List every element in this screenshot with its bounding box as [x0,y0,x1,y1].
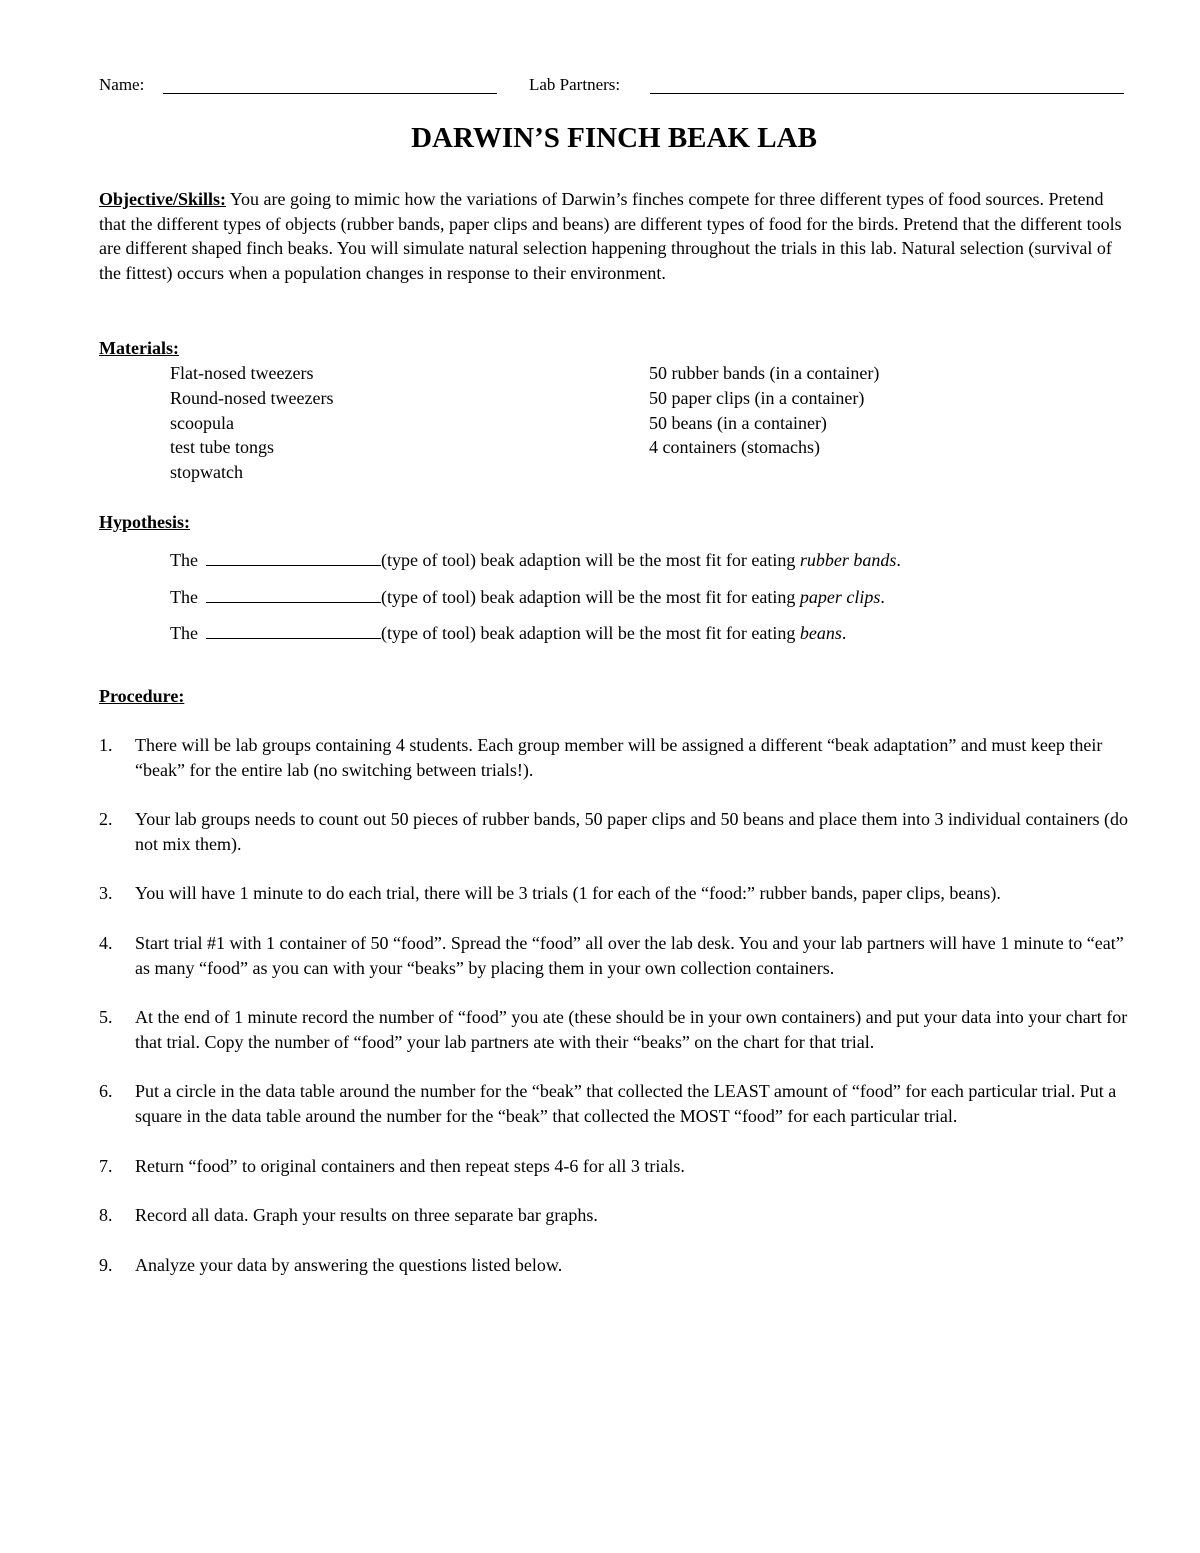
objective-paragraph [99,187,1129,285]
materials-heading: Materials: [99,338,179,358]
procedure-step [99,881,1129,906]
hypothesis-text: (type of tool) beak adaption will be the most fit for eating [380,587,800,607]
procedure-step [99,733,1129,782]
material-item: Round-nosed tweezers [170,387,334,408]
header-line [99,72,1129,98]
procedure-steps [99,733,1129,1277]
step-number: 4. [99,932,113,953]
step-number: 8. [99,1205,113,1226]
hypothesis-line [170,584,1130,609]
hypothesis-prefix: The [170,587,198,607]
hypothesis-blank-line[interactable] [206,620,381,639]
name-blank-line[interactable] [163,93,497,94]
step-number: 2. [99,809,113,830]
hypothesis-heading: Hypothesis: [99,512,191,532]
hypothesis-prefix: The [170,550,198,570]
step-number: 1. [99,735,113,755]
hypothesis-blank-line[interactable] [206,547,381,566]
materials-list-left [170,361,570,485]
material-item: stopwatch [170,462,243,483]
procedure-step [99,931,1129,980]
hypothesis-end: . [896,550,901,570]
name-label: Name: [99,75,145,94]
procedure-step [99,807,1129,856]
procedure-step [99,1253,1129,1278]
material-item: scoopula [170,412,234,433]
material-item: 4 containers (stomachs) [649,437,820,458]
hypothesis-text: (type of tool) beak adaption will be the most fit for eating [380,550,800,570]
step-text: There will be lab groups containing 4 students. Each group member will be assigned a different “beak adaptation” and must keep their “beak” for the entire lab (no switching between trials!). [135,735,1103,780]
step-text: Put a circle in the data table around the number for the “beak” that collected the LEAST amount of “food” for each particular trial. Put a square in the data table around the number for the “beak” that collected the MOST “food” for each particular trial. [135,1081,1117,1126]
step-text: At the end of 1 minute record the number of “food” you ate (these should be in your own containers) and put your data into your chart for that trial. Copy the number of “food” your lab partners ate with their “beaks” on the chart for that trial. [135,1007,1128,1052]
hypothesis-food: beans [799,623,842,643]
procedure-heading: Procedure: [99,686,185,706]
hypothesis-end: . [841,623,847,643]
hypothesis-blank-line[interactable] [206,584,381,603]
lab-partners-label: Lab Partners: [529,75,621,94]
procedure-step [99,1154,1129,1179]
materials-list-right [649,361,1049,460]
procedure-step [99,1005,1129,1054]
hypothesis-food: rubber bands [799,550,897,570]
material-item: 50 beans (in a container) [649,412,827,433]
material-item: 50 paper clips (in a container) [649,387,865,408]
lab-partners-blank-line[interactable] [650,93,1124,94]
step-number: 7. [99,1155,113,1176]
procedure-step [99,1203,1129,1228]
step-text: Your lab groups needs to count out 50 pieces of rubber bands, 50 paper clips and 50 beans and place them into 3 individual containers (do not mix them). [135,809,1128,854]
material-item: Flat-nosed tweezers [170,363,314,383]
step-number: 6. [99,1081,113,1102]
step-text: Analyze your data by answering the questions listed below. [135,1254,563,1275]
step-text: Return “food” to original containers and then repeat steps 4-6 for all 3 trials. [135,1155,685,1176]
objective-label: Objective/Skills: [99,189,226,209]
step-text: You will have 1 minute to do each trial, there will be 3 trials (1 for each of the “food:” rubber bands, paper clips, beans). [135,883,1001,904]
hypothesis-line [170,547,1130,572]
step-number: 5. [99,1007,113,1028]
material-item: 50 rubber bands (in a container) [649,363,880,383]
step-text: Record all data. Graph your results on three separate bar graphs. [135,1205,598,1226]
step-text: Start trial #1 with 1 container of 50 “food”. Spread the “food” all over the lab desk. You and your lab partners will have 1 minute to “eat” as many “food” as you can with your “beaks” by placing them in your own collection containers. [135,932,1124,978]
step-number: 3. [99,883,113,904]
hypothesis-text: (type of tool) beak adaption will be the most fit for eating [380,623,800,643]
procedure-step [99,1079,1129,1128]
step-number: 9. [99,1254,113,1275]
objective-text: You are going to mimic how the variations of Darwin’s finches compete for three different types of food sources. Pretend that the different types of objects (rubber bands, paper clips and beans) are different types of food for the birds. Pretend that the different tools are different shaped finch beaks. You will simulate natural selection happening throughout the trials in this lab. Natural selection (survival of the fittest) occurs when a population changes in response to their environment. [99,189,1122,283]
hypothesis-food: paper clips [799,587,881,607]
hypothesis-line [170,620,1130,645]
hypothesis-end: . [880,587,885,607]
material-item: test tube tongs [170,437,274,458]
page-title: DARWIN’S FINCH BEAK LAB [411,122,817,154]
hypothesis-prefix: The [170,623,198,643]
